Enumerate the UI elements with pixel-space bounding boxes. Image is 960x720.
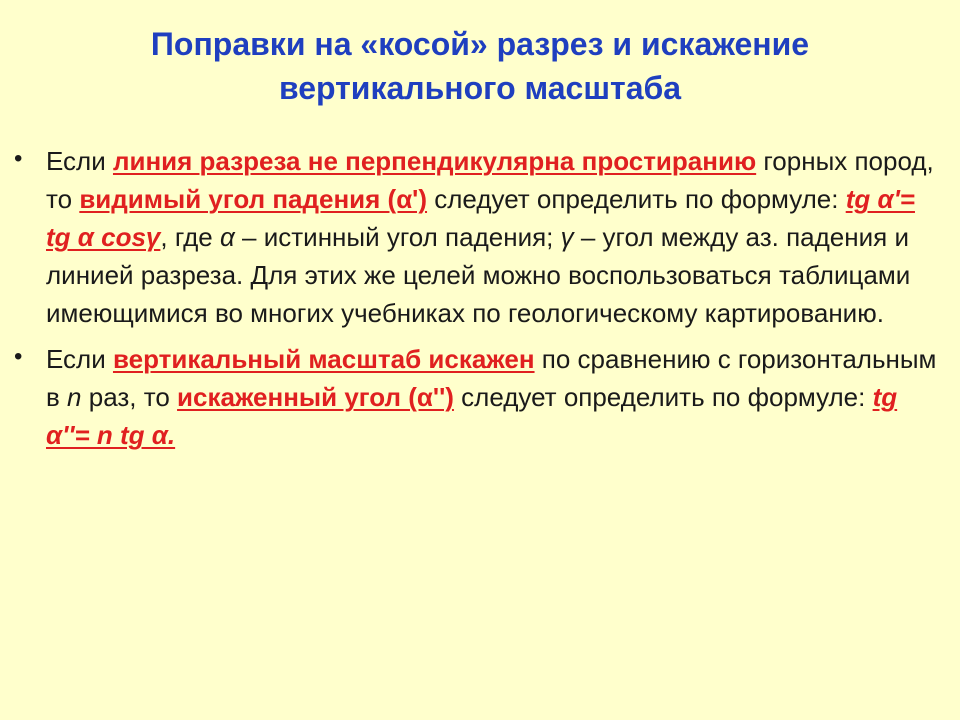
bullet-list: [14, 142, 944, 462]
bullet-text: , где: [160, 222, 220, 252]
slide-title-line-2: вертикального масштаба: [278, 70, 682, 106]
highlight-apparent-dip: видимый угол падения (α'): [79, 184, 428, 214]
formula-distorted-angle: tg α''= n tg α.: [46, 382, 898, 450]
symbol-alpha: α: [220, 222, 235, 252]
bullet-text: – истинный угол падения;: [234, 222, 561, 252]
slide-title: [0, 22, 960, 110]
bullet-text: следует определить по формуле:: [453, 382, 873, 412]
symbol-n: n: [67, 382, 82, 412]
bullet-text: Если: [46, 344, 113, 374]
bullet-marker-icon: •: [14, 343, 23, 370]
highlight-section-line: линия разреза не перпендикулярна простиранию: [112, 146, 757, 176]
bullet-marker-icon: •: [14, 145, 23, 172]
bullet-text: горных пород, то: [46, 146, 934, 214]
slide-title-line-1: Поправки на «косой» разрез и искажение: [150, 26, 810, 62]
bullet-text: Если: [46, 146, 113, 176]
highlight-vertical-scale: вертикальный масштаб искажен: [112, 344, 535, 374]
formula-apparent-dip: tg α'= tg α cosγ: [46, 184, 915, 252]
bullet-text: – угол между аз. падения и линией разреза. Для этих же целей можно воспользоваться таблицами имеющимися во многих учебниках по геологическому картированию.: [46, 222, 911, 328]
bullet-item-oblique-section: [14, 142, 944, 332]
bullet-text: следует определить по формуле:: [427, 184, 846, 214]
bullet-text: раз, то: [81, 382, 178, 412]
bullet-item-vertical-scale: [14, 340, 944, 454]
bullet-text: по сравнению с горизонтальным в: [46, 344, 937, 412]
symbol-gamma: γ: [560, 222, 574, 252]
highlight-distorted-angle: искаженный угол (α''): [177, 382, 454, 412]
